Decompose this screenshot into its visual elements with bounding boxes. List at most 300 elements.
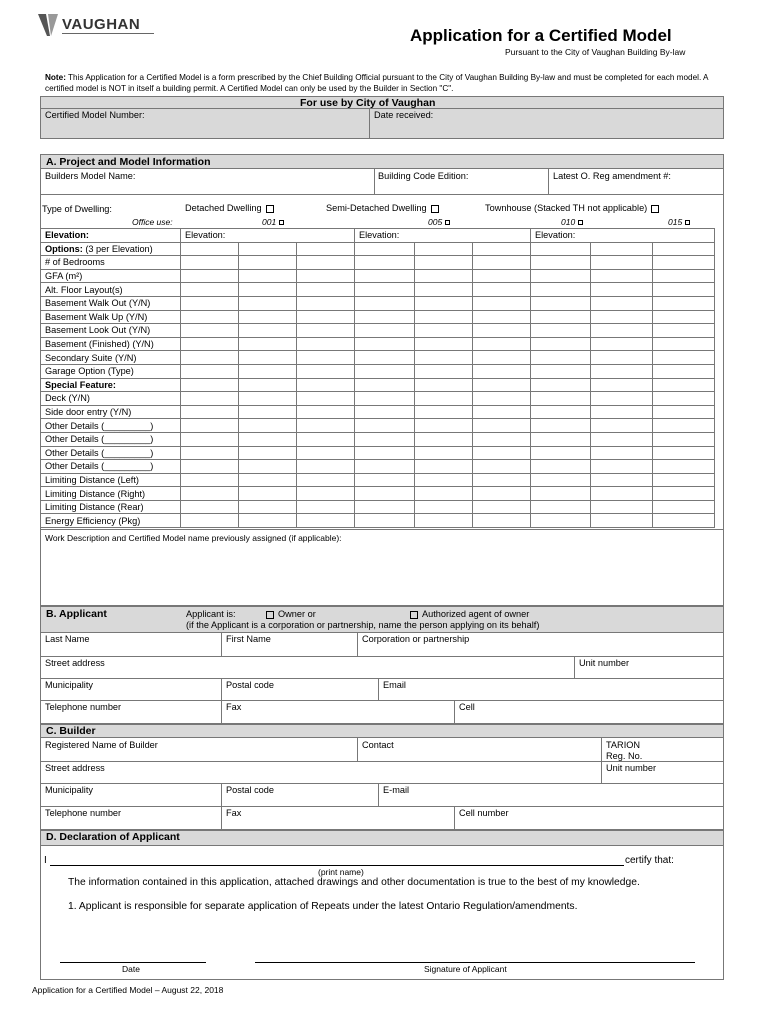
city-use-title: For use by City of Vaughan — [300, 97, 436, 109]
option-cell[interactable] — [531, 446, 591, 460]
owner-checkbox[interactable] — [266, 611, 274, 619]
option-cell[interactable] — [653, 310, 715, 324]
option-cell[interactable] — [591, 296, 653, 310]
option-cell[interactable] — [355, 296, 415, 310]
option-cell[interactable] — [415, 337, 473, 351]
option-cell[interactable] — [591, 310, 653, 324]
option-cell[interactable] — [239, 473, 297, 487]
option-cell[interactable] — [653, 487, 715, 501]
option-row — [41, 514, 715, 528]
code-001-checkbox[interactable] — [279, 220, 284, 225]
option-cell[interactable] — [591, 364, 653, 378]
option-cell[interactable] — [653, 337, 715, 351]
semi-checkbox[interactable] — [431, 205, 439, 213]
option-row-label: Other Details (_________) — [41, 419, 181, 433]
option-cell[interactable] — [297, 296, 355, 310]
b-unit-field[interactable]: Unit number — [579, 658, 630, 668]
option-cell[interactable] — [239, 514, 297, 528]
option-row-label: # of Bedrooms — [41, 256, 181, 270]
c-cell-field[interactable]: Cell number — [459, 808, 509, 818]
option-cell[interactable] — [473, 378, 531, 392]
townhouse-option[interactable] — [485, 203, 659, 213]
option-cell[interactable] — [531, 460, 591, 474]
option-cell[interactable] — [653, 500, 715, 514]
option-row-label: Limiting Distance (Left) — [41, 473, 181, 487]
option-cell[interactable] — [297, 514, 355, 528]
option-cell[interactable] — [415, 473, 473, 487]
option-cell[interactable] — [355, 487, 415, 501]
option-cell[interactable] — [355, 324, 415, 338]
options-label — [41, 242, 181, 256]
owner-label: Owner or — [278, 609, 316, 619]
option-cell[interactable] — [591, 500, 653, 514]
option-cell[interactable] — [473, 460, 531, 474]
option-cell[interactable] — [297, 405, 355, 419]
owner-option[interactable] — [266, 609, 316, 619]
option-cell[interactable] — [591, 242, 653, 256]
option-cell[interactable] — [591, 324, 653, 338]
option-cell[interactable] — [531, 364, 591, 378]
divider — [40, 700, 724, 701]
option-cell[interactable] — [473, 324, 531, 338]
code-001 — [262, 217, 284, 227]
option-cell[interactable] — [181, 392, 239, 406]
option-cell[interactable] — [653, 378, 715, 392]
option-cell[interactable] — [591, 392, 653, 406]
option-row — [41, 337, 715, 351]
code-005-checkbox[interactable] — [445, 220, 450, 225]
print-name-line[interactable] — [50, 865, 624, 866]
option-cell[interactable] — [239, 392, 297, 406]
option-cell[interactable] — [181, 283, 239, 297]
elevation-2-cell[interactable]: Elevation: — [355, 229, 531, 243]
option-cell[interactable] — [239, 378, 297, 392]
b-postal-field[interactable]: Postal code — [226, 680, 275, 690]
option-cell[interactable] — [355, 405, 415, 419]
signature-line[interactable] — [255, 962, 695, 963]
options-row — [41, 242, 715, 256]
option-cell[interactable] — [653, 405, 715, 419]
option-cell[interactable] — [297, 446, 355, 460]
option-cell[interactable] — [591, 419, 653, 433]
option-cell[interactable] — [239, 432, 297, 446]
option-cell[interactable] — [415, 364, 473, 378]
option-cell[interactable] — [531, 378, 591, 392]
page-title: Application for a Certified Model — [410, 26, 672, 45]
option-cell[interactable] — [591, 405, 653, 419]
option-cell[interactable] — [415, 256, 473, 270]
option-cell[interactable] — [415, 351, 473, 365]
divider — [40, 737, 724, 738]
option-cell[interactable] — [415, 500, 473, 514]
option-cell[interactable] — [473, 432, 531, 446]
option-cell[interactable] — [531, 487, 591, 501]
option-cell[interactable] — [473, 514, 531, 528]
option-cell[interactable] — [297, 351, 355, 365]
option-cell[interactable] — [591, 351, 653, 365]
option-cell[interactable] — [181, 473, 239, 487]
option-cell[interactable] — [415, 460, 473, 474]
option-cell[interactable] — [531, 432, 591, 446]
option-row-label: Other Details (_________) — [41, 446, 181, 460]
option-cell[interactable] — [531, 242, 591, 256]
option-cell[interactable] — [473, 351, 531, 365]
option-cell[interactable] — [473, 242, 531, 256]
logo-text: VAUGHAN — [62, 16, 141, 33]
divider — [40, 108, 724, 109]
option-cell[interactable] — [653, 460, 715, 474]
option-cell[interactable] — [181, 405, 239, 419]
c-telephone-field[interactable]: Telephone number — [45, 808, 122, 818]
note-paragraph — [45, 72, 725, 94]
work-description-field[interactable]: Work Description and Certified Model name previously assigned (if applicable): — [45, 533, 342, 543]
date-label: Date — [122, 964, 140, 974]
option-row — [41, 405, 715, 419]
c-fax-field[interactable]: Fax — [226, 808, 242, 818]
code-005-text: 005 — [428, 217, 443, 227]
option-cell[interactable] — [239, 419, 297, 433]
b-street-field[interactable]: Street address — [45, 658, 105, 668]
option-cell[interactable] — [297, 500, 355, 514]
cert-number-field[interactable]: Certified Model Number: — [45, 110, 145, 120]
option-cell[interactable] — [297, 269, 355, 283]
option-cell[interactable] — [355, 269, 415, 283]
option-cell[interactable] — [181, 269, 239, 283]
semi-option[interactable] — [326, 203, 439, 213]
option-cell[interactable] — [531, 473, 591, 487]
option-row-label: Basement (Finished) (Y/N) — [41, 337, 181, 351]
code-010-checkbox[interactable] — [578, 220, 583, 225]
elevation-1-cell[interactable]: Elevation: — [181, 229, 355, 243]
option-cell[interactable] — [297, 310, 355, 324]
option-cell[interactable] — [473, 500, 531, 514]
option-cell[interactable] — [591, 337, 653, 351]
option-cell[interactable] — [355, 378, 415, 392]
option-cell[interactable] — [653, 296, 715, 310]
option-cell[interactable] — [415, 269, 473, 283]
b-email-field[interactable]: Email — [383, 680, 406, 690]
option-cell[interactable] — [239, 283, 297, 297]
option-cell[interactable] — [297, 432, 355, 446]
tarion-label: TARION — [606, 740, 641, 750]
option-cell[interactable] — [591, 514, 653, 528]
last-name-field[interactable]: Last Name — [45, 634, 90, 644]
first-name-field[interactable]: First Name — [226, 634, 271, 644]
divider — [40, 806, 724, 807]
date-received-field[interactable]: Date received: — [374, 110, 434, 120]
detached-checkbox[interactable] — [266, 205, 274, 213]
option-cell[interactable] — [355, 351, 415, 365]
option-cell[interactable] — [473, 364, 531, 378]
option-cell[interactable] — [653, 419, 715, 433]
option-cell[interactable] — [355, 432, 415, 446]
option-cell[interactable] — [531, 283, 591, 297]
date-line[interactable] — [60, 962, 206, 963]
option-cell[interactable] — [239, 296, 297, 310]
option-cell[interactable] — [473, 446, 531, 460]
option-cell[interactable] — [239, 460, 297, 474]
option-cell[interactable] — [653, 283, 715, 297]
print-name-label: (print name) — [318, 867, 364, 877]
option-cell[interactable] — [531, 296, 591, 310]
option-cell[interactable] — [415, 378, 473, 392]
latest-amend-field[interactable]: Latest O. Reg amendment #: — [553, 171, 671, 181]
option-cell[interactable] — [181, 419, 239, 433]
option-cell[interactable] — [473, 269, 531, 283]
agent-option[interactable] — [410, 609, 529, 619]
divider — [40, 168, 724, 169]
option-cell[interactable] — [653, 473, 715, 487]
option-cell[interactable] — [181, 296, 239, 310]
agent-checkbox[interactable] — [410, 611, 418, 619]
option-cell[interactable] — [473, 392, 531, 406]
option-cell[interactable] — [297, 378, 355, 392]
option-cell[interactable] — [591, 256, 653, 270]
option-cell[interactable] — [239, 500, 297, 514]
option-cell[interactable] — [531, 337, 591, 351]
option-cell[interactable] — [355, 514, 415, 528]
option-cell[interactable] — [415, 324, 473, 338]
elevation-3-cell[interactable]: Elevation: — [531, 229, 715, 243]
option-cell[interactable] — [653, 364, 715, 378]
corp-note: (if the Applicant is a corporation or partnership, name the person applying on its behalf) — [186, 620, 540, 630]
option-cell[interactable] — [531, 310, 591, 324]
option-cell[interactable] — [591, 473, 653, 487]
b-telephone-field[interactable]: Telephone number — [45, 702, 122, 712]
option-cell[interactable] — [239, 364, 297, 378]
option-cell[interactable] — [473, 419, 531, 433]
option-cell[interactable] — [239, 405, 297, 419]
option-cell[interactable] — [531, 419, 591, 433]
option-cell[interactable] — [531, 269, 591, 283]
builders-model-field[interactable]: Builders Model Name: — [45, 171, 136, 181]
option-cell[interactable] — [181, 378, 239, 392]
option-row-label: Basement Walk Up (Y/N) — [41, 310, 181, 324]
registered-name-field[interactable]: Registered Name of Builder — [45, 740, 158, 750]
option-cell[interactable] — [297, 242, 355, 256]
option-row — [41, 487, 715, 501]
option-cell[interactable] — [355, 310, 415, 324]
section-c-header — [41, 725, 723, 737]
option-cell[interactable] — [591, 269, 653, 283]
option-cell[interactable] — [415, 242, 473, 256]
option-cell[interactable] — [473, 256, 531, 270]
option-cell[interactable] — [297, 419, 355, 433]
option-cell[interactable] — [531, 324, 591, 338]
option-cell[interactable] — [239, 310, 297, 324]
option-cell[interactable] — [239, 269, 297, 283]
option-cell[interactable] — [181, 514, 239, 528]
c-street-field[interactable]: Street address — [45, 763, 105, 773]
option-cell[interactable] — [239, 324, 297, 338]
option-cell[interactable] — [297, 256, 355, 270]
option-cell[interactable] — [355, 242, 415, 256]
option-row-label: Secondary Suite (Y/N) — [41, 351, 181, 365]
semi-label: Semi-Detached Dwelling — [326, 203, 427, 213]
divider — [40, 761, 602, 762]
option-cell[interactable] — [473, 310, 531, 324]
divider — [574, 656, 575, 678]
option-row-label: Limiting Distance (Right) — [41, 487, 181, 501]
option-cell[interactable] — [181, 310, 239, 324]
contact-field[interactable]: Contact — [362, 740, 394, 750]
option-row-label: Side door entry (Y/N) — [41, 405, 181, 419]
c-postal-field[interactable]: Postal code — [226, 785, 275, 795]
option-cell[interactable] — [181, 500, 239, 514]
option-cell[interactable] — [355, 392, 415, 406]
option-cell[interactable] — [591, 378, 653, 392]
option-cell[interactable] — [473, 405, 531, 419]
code-edition-field[interactable]: Building Code Edition: — [378, 171, 469, 181]
divider — [374, 168, 375, 194]
option-cell[interactable] — [355, 446, 415, 460]
option-cell[interactable] — [297, 487, 355, 501]
divider — [357, 737, 358, 761]
option-cell[interactable] — [355, 283, 415, 297]
option-cell[interactable] — [473, 337, 531, 351]
option-cell[interactable] — [653, 351, 715, 365]
option-row — [41, 269, 715, 283]
certify-label: certify that: — [625, 855, 674, 866]
option-cell[interactable] — [415, 419, 473, 433]
divider — [369, 108, 370, 139]
option-row-label: Alt. Floor Layout(s) — [41, 283, 181, 297]
option-cell[interactable] — [531, 351, 591, 365]
townhouse-checkbox[interactable] — [651, 205, 659, 213]
corporation-field[interactable]: Corporation or partnership — [362, 634, 470, 644]
option-cell[interactable] — [355, 500, 415, 514]
option-cell[interactable] — [415, 432, 473, 446]
option-cell[interactable] — [239, 446, 297, 460]
option-cell[interactable] — [531, 392, 591, 406]
option-cell[interactable] — [415, 446, 473, 460]
option-cell[interactable] — [415, 296, 473, 310]
option-row-label: Garage Option (Type) — [41, 364, 181, 378]
b-municipality-field[interactable]: Municipality — [45, 680, 93, 690]
option-cell[interactable] — [181, 432, 239, 446]
option-cell[interactable] — [355, 364, 415, 378]
option-cell[interactable] — [355, 460, 415, 474]
option-cell[interactable] — [297, 392, 355, 406]
option-cell[interactable] — [181, 351, 239, 365]
option-cell[interactable] — [297, 473, 355, 487]
page-subtitle: Pursuant to the City of Vaughan Building By-law — [505, 47, 686, 57]
option-cell[interactable] — [473, 473, 531, 487]
option-cell[interactable] — [239, 256, 297, 270]
option-cell[interactable] — [415, 283, 473, 297]
option-cell[interactable] — [591, 432, 653, 446]
divider — [40, 632, 724, 633]
option-cell[interactable] — [415, 405, 473, 419]
option-cell[interactable] — [653, 392, 715, 406]
agent-label: Authorized agent of owner — [422, 609, 530, 619]
option-cell[interactable] — [591, 460, 653, 474]
c-email-field[interactable]: E-mail — [383, 785, 410, 795]
option-row — [41, 310, 715, 324]
code-010 — [561, 217, 583, 227]
declaration-item-1: 1. Applicant is responsible for separate application of Repeats under the latest Ontario Regulation/amendments. — [68, 901, 578, 912]
option-row-label: Special Feature: — [41, 378, 181, 392]
option-cell[interactable] — [181, 446, 239, 460]
options-note: (3 per Elevation) — [82, 243, 153, 254]
option-cell[interactable] — [355, 419, 415, 433]
code-001-text: 001 — [262, 217, 277, 227]
option-cell[interactable] — [181, 256, 239, 270]
option-cell[interactable] — [239, 242, 297, 256]
option-cell[interactable] — [473, 296, 531, 310]
divider — [40, 783, 724, 784]
option-cell[interactable] — [415, 310, 473, 324]
divider — [40, 845, 724, 846]
code-015-checkbox[interactable] — [685, 220, 690, 225]
option-cell[interactable] — [297, 364, 355, 378]
section-a-title: A. Project and Model Information — [46, 156, 211, 168]
option-cell[interactable] — [181, 242, 239, 256]
option-cell[interactable] — [181, 337, 239, 351]
option-row — [41, 283, 715, 297]
option-cell[interactable] — [297, 337, 355, 351]
b-cell-field[interactable]: Cell — [459, 702, 475, 712]
option-cell[interactable] — [531, 514, 591, 528]
option-cell[interactable] — [415, 487, 473, 501]
option-row — [41, 460, 715, 474]
option-cell[interactable] — [297, 283, 355, 297]
option-cell[interactable] — [181, 324, 239, 338]
option-cell[interactable] — [653, 256, 715, 270]
option-cell[interactable] — [181, 460, 239, 474]
section-b-title: B. Applicant — [46, 608, 107, 620]
option-cell[interactable] — [653, 514, 715, 528]
option-cell[interactable] — [473, 283, 531, 297]
detached-option[interactable] — [185, 203, 274, 213]
option-cell[interactable] — [591, 487, 653, 501]
option-cell[interactable] — [415, 514, 473, 528]
option-cell[interactable] — [531, 500, 591, 514]
elevation-row — [41, 229, 715, 243]
option-row — [41, 256, 715, 270]
option-cell[interactable] — [531, 256, 591, 270]
option-cell[interactable] — [653, 432, 715, 446]
option-cell[interactable] — [297, 460, 355, 474]
option-cell[interactable] — [653, 324, 715, 338]
note-text: This Application for a Certified Model is a form prescribed by the Chief Building Official pursuant to the City of Vaughan Building By-law and must be completed for each model. A certified model is NOT in itself a building permit. A Certified Model can only be used by the Builder in Section "C". — [45, 73, 709, 93]
option-cell[interactable] — [653, 242, 715, 256]
divider — [378, 783, 379, 806]
option-cell[interactable] — [415, 392, 473, 406]
option-cell[interactable] — [531, 405, 591, 419]
option-cell[interactable] — [297, 324, 355, 338]
c-municipality-field[interactable]: Municipality — [45, 785, 93, 795]
option-cell[interactable] — [591, 283, 653, 297]
option-cell[interactable] — [239, 337, 297, 351]
option-row-label: Other Details (_________) — [41, 460, 181, 474]
option-cell[interactable] — [239, 351, 297, 365]
option-cell[interactable] — [181, 487, 239, 501]
option-cell[interactable] — [653, 269, 715, 283]
option-cell[interactable] — [355, 256, 415, 270]
option-cell[interactable] — [355, 473, 415, 487]
option-row-label: Energy Efficiency (Pkg) — [41, 514, 181, 528]
option-cell[interactable] — [181, 364, 239, 378]
option-cell[interactable] — [591, 446, 653, 460]
reg-no-field[interactable]: Reg. No. — [606, 751, 643, 761]
c-unit-field[interactable]: Unit number — [606, 763, 657, 773]
option-cell[interactable] — [653, 446, 715, 460]
option-cell[interactable] — [355, 337, 415, 351]
option-cell[interactable] — [239, 487, 297, 501]
b-fax-field[interactable]: Fax — [226, 702, 242, 712]
option-cell[interactable] — [473, 487, 531, 501]
